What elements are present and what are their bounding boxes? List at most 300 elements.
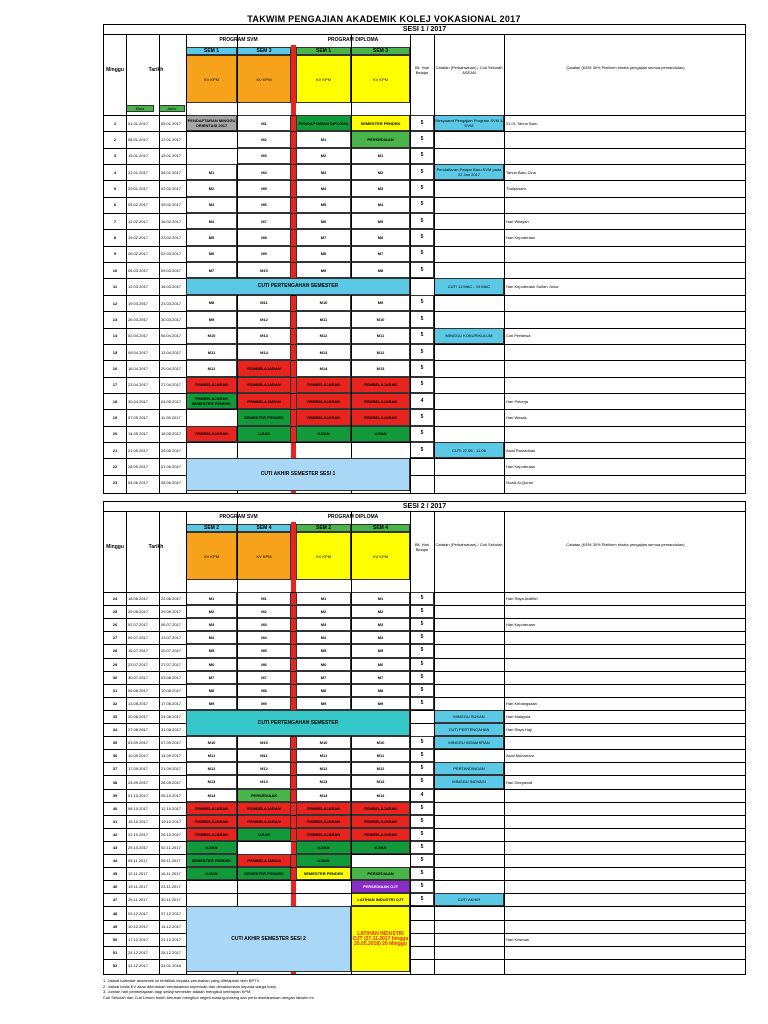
date-end: 26.10.2017: [161, 831, 182, 837]
date-end: 13.04.2017: [161, 349, 182, 355]
cuti-pertengahan-bar-2: CUTI PERTENGAHAN SEMESTER: [186, 710, 410, 736]
column-divider: [159, 35, 160, 493]
kursus-label-3: KV KPM: [351, 532, 410, 580]
week-number: 8: [113, 235, 117, 241]
date-start: 10.12.2017: [128, 923, 149, 929]
date-start: 14.05.2017: [128, 431, 149, 437]
catatan-note: Awal Muharram: [506, 753, 534, 759]
week-cell-svm-b: M11: [237, 749, 291, 762]
bil-hari-cell: 5: [410, 131, 434, 147]
week-cell-dip-a: M13: [296, 775, 351, 788]
week-cell-svm-a: M9: [186, 697, 237, 710]
week-cell-dip-a: M14: [296, 360, 351, 376]
date-end: 01.06.2017: [161, 463, 182, 469]
week-cell-svm-a: M11: [186, 344, 237, 360]
week-cell-dip-b: PEMBELAJARAN: [351, 409, 410, 425]
date-end: 23.03.2017: [161, 300, 182, 306]
week-cell-dip-b: M7: [351, 246, 410, 262]
week-cell-dip-b: PEMBELAJARAN: [351, 828, 410, 841]
kursus-label-3: KV KPM: [351, 55, 410, 103]
week-cell-dip-a: M7: [296, 229, 351, 245]
cuti-note-cell: Pendaftaran Pelajar Baru SVM pada 22 Jan 2017: [434, 164, 504, 180]
week-number: 37: [112, 766, 118, 772]
week-number: 32: [112, 700, 118, 706]
catatan-note: Hari Raya Aidilfitri: [506, 596, 538, 602]
date-end: 31.08.2017: [161, 727, 182, 733]
date-start: 13.08.2017: [128, 700, 149, 706]
date-end: 05.01.2017: [161, 120, 182, 126]
week-number: 7: [113, 218, 117, 224]
week-cell-svm-a: M4: [186, 213, 237, 229]
date-end: 29.06.2017: [161, 609, 182, 615]
date-start: 28.05.2017: [128, 463, 149, 469]
week-cell-dip-b: M3: [351, 180, 410, 196]
date-end: 22.06.2017: [161, 596, 182, 602]
week-number: 49: [112, 923, 118, 929]
date-end: 18.05.2017: [161, 431, 182, 437]
week-cell-svm-b: M9: [237, 246, 291, 262]
week-number: 28: [112, 648, 118, 654]
week-cell-dip-a: M4: [296, 180, 351, 196]
week-cell-dip-b: LATIHAN INDUSTRI OJT: [351, 893, 410, 906]
program-svm-header: PROGRAM SVM: [219, 514, 258, 520]
bil-hari-cell: 5: [410, 442, 434, 458]
bil-hari-cell: 5: [410, 328, 434, 344]
catatan-note: Awal Ramadhan: [506, 447, 536, 453]
week-cell-svm-a: PEMBELAJARAN: [186, 802, 237, 815]
week-cell-svm-a: M2: [186, 605, 237, 618]
date-start: 19.02.2017: [128, 235, 149, 241]
bil-hari-cell: 5: [410, 360, 434, 376]
week-cell-dip-b: M4: [351, 631, 410, 644]
cuti-note-cell: MINGGU KEMAHIRAN: [434, 736, 504, 749]
week-number: 46: [112, 884, 118, 890]
cuti-akhir-bar-2: CUTI AKHIR SEMESTER SESI 2: [186, 906, 351, 972]
week-cell-svm-b: M3: [237, 618, 291, 631]
week-cell-dip-a: M10: [296, 736, 351, 749]
week-number: 31: [112, 687, 118, 693]
date-end: 24.08.2017: [161, 713, 182, 719]
date-end: 02.02.2017: [161, 186, 182, 192]
cuti-umum-header: Catatan (Perkahwinan) / Cuti Sekolah ASEAN: [435, 65, 503, 75]
week-number: 4: [113, 169, 117, 175]
week-cell-dip-b: M6: [351, 658, 410, 671]
date-start: 17.12.2017: [128, 936, 149, 942]
bil-hari-cell: 5: [410, 213, 434, 229]
date-start: 30.04.2017: [128, 398, 149, 404]
week-number: 25: [112, 609, 118, 615]
week-cell-svm-b: M4: [237, 631, 291, 644]
date-end: 03.08.2017: [161, 674, 182, 680]
date-start: 06.08.2017: [128, 687, 149, 693]
kursus-label-1: KV KPM: [237, 55, 291, 103]
date-start: 29.01.2017: [128, 186, 149, 192]
week-cell-dip-b: M1: [351, 592, 410, 605]
catatan-note: 01.01 Tahun Baru: [506, 120, 538, 126]
cuti-note-cell: MINGGU INOVASI: [434, 775, 504, 788]
week-cell-dip-a: M5: [296, 644, 351, 657]
week-cell-svm-b: M7: [237, 671, 291, 684]
date-start: 15.01.2017: [128, 153, 149, 159]
kursus-label-1: KV KPM: [237, 532, 291, 580]
date-start: 31.12.2017: [128, 962, 149, 968]
week-cell-dip-a: M4: [296, 631, 351, 644]
date-end: 13.07.2017: [161, 635, 182, 641]
date-start: 05.11.2017: [128, 858, 148, 864]
week-cell-svm-b: PEMBELAJARAN: [237, 854, 291, 867]
week-number: 17: [112, 382, 118, 388]
week-cell-dip-b: M10: [351, 736, 410, 749]
bil-hari-cell: 5: [410, 828, 434, 841]
week-cell-dip-a: M10: [296, 295, 351, 311]
date-end: 27.04.2017: [161, 382, 182, 388]
date-end: 12.10.2017: [161, 805, 182, 811]
week-cell-dip-b: M5: [351, 644, 410, 657]
week-cell-dip-b: M10: [351, 311, 410, 327]
date-end: 19.10.2017: [161, 818, 182, 824]
date-start: 25.06.2017: [128, 609, 149, 615]
date-start: 12.11.2017: [128, 871, 148, 877]
date-start: 27.08.2017: [128, 727, 149, 733]
week-cell-svm-b: PEMBELAJARAN: [237, 393, 291, 409]
bil-hari-cell: 5: [410, 736, 434, 749]
date-end: 05.10.2017: [161, 792, 182, 798]
week-number: 29: [112, 661, 118, 667]
bil-hari-cell: 5: [410, 841, 434, 854]
cuti-note-cell: MINGGU SUKAN: [434, 710, 504, 723]
bil-hari-cell: 5: [410, 749, 434, 762]
bil-hari-header: Bil. Hari Belajar: [414, 542, 429, 552]
date-end: 07.09.2017: [161, 740, 182, 746]
sesi1-label: SESI 1 / 2017: [104, 25, 745, 35]
cuti-note-cell: PERTANDINGAN: [434, 762, 504, 775]
week-cell-dip-b: M4: [351, 197, 410, 213]
week-cell-dip-b: PERSEDIAAN OJT: [351, 880, 410, 893]
week-number: 45: [112, 871, 118, 877]
bil-hari-cell: 5: [410, 148, 434, 164]
date-start: 22.10.2017: [128, 831, 149, 837]
week-cell-dip-b: M7: [351, 671, 410, 684]
week-cell-dip-b: PEMBELAJARAN: [351, 377, 410, 393]
catatan-note: Tahun Baru Cina: [506, 169, 536, 175]
week-number: 12: [112, 300, 118, 306]
date-end: 21.09.2017: [161, 766, 182, 772]
week-number: 42: [112, 831, 118, 837]
week-cell-dip-b: M2: [351, 164, 410, 180]
bil-hari-cell: 5: [410, 658, 434, 671]
week-cell-svm-b: PERSEDIAAN: [237, 789, 291, 802]
date-end: 28.12.2017: [161, 949, 182, 955]
column-divider: [126, 512, 127, 974]
sem-header-2: SEM 2: [296, 524, 351, 532]
week-cell-dip-a: M1: [296, 592, 351, 605]
date-start: 17.09.2017: [128, 766, 149, 772]
week-number: 19: [112, 414, 118, 420]
week-number: 6: [113, 202, 117, 208]
catatan-note: Hari Keputeraan: [506, 463, 536, 469]
date-end: 02.11.2017: [161, 845, 181, 851]
bil-hari-cell: 5: [410, 377, 434, 393]
bil-hari-cell: 5: [410, 115, 434, 131]
week-cell-svm-a: M11: [186, 749, 237, 762]
bil-hari-cell: 5: [410, 426, 434, 442]
column-divider: [351, 512, 352, 974]
catatan-note: Hari Deepavali: [506, 779, 533, 785]
week-cell-dip-a: M11: [296, 749, 351, 762]
cuti-note-cell: Mesyuarat Pengajian Program SVM & DVM: [434, 115, 504, 131]
catatan-note: Thaipusam: [506, 186, 526, 192]
week-number: 35: [112, 740, 118, 746]
week-cell-svm-a: M5: [186, 229, 237, 245]
catatan-note: Hari Krismas: [506, 936, 529, 942]
week-cell-dip-a: UJIAN: [296, 854, 351, 867]
week-cell-dip-a: M2: [296, 148, 351, 164]
sem-header-1: SEM 3: [237, 47, 291, 55]
week-cell-svm-b: M4: [237, 164, 291, 180]
week-cell-dip-a: SEMESTER PENDEK: [296, 867, 351, 880]
week-number: 18: [112, 398, 118, 404]
minggu-header: Minggu: [106, 544, 124, 550]
cuti-note-cell: CUTI 27.05 - 11.06: [434, 442, 504, 458]
week-number: 11: [112, 284, 118, 290]
date-start: 21.05.2017: [128, 447, 149, 453]
date-end: 06.07.2017: [161, 622, 182, 628]
sesi1-table: [103, 24, 746, 494]
kursus-label-0: KV KPM: [186, 532, 237, 580]
week-cell-dip-b: PEMBELAJARAN: [351, 802, 410, 815]
date-start: 08.01.2017: [128, 137, 149, 143]
week-cell-svm-a: PEMBELAJARAN: [186, 815, 237, 828]
date-end: 27.07.2017: [161, 661, 182, 667]
sesi2-label: SESI 2 / 2017: [104, 502, 745, 512]
week-number: 5: [113, 186, 117, 192]
week-number: 30: [112, 674, 118, 680]
tarikh-header: Tarikh: [148, 544, 164, 550]
week-number: 36: [112, 753, 118, 759]
bil-hari-cell: 5: [410, 671, 434, 684]
date-start: 05.02.2017: [128, 202, 149, 208]
week-cell-svm-a: M1: [186, 164, 237, 180]
week-number: 48: [112, 910, 118, 916]
date-start: 23.07.2017: [128, 661, 149, 667]
week-cell-dip-a: M9: [296, 262, 351, 278]
date-end: 08.06.2017: [161, 480, 182, 486]
date-end: 11.05.2017: [161, 414, 181, 420]
catatan-note: Hari Raya Haji: [506, 727, 532, 733]
week-cell-dip-a: M3: [296, 618, 351, 631]
date-end: 10.08.2017: [161, 687, 182, 693]
cuti-note-cell: CUTI PERTENGAHAN: [434, 723, 504, 736]
week-cell-dip-b: M9: [351, 295, 410, 311]
date-end: 20.04.2017: [161, 365, 182, 371]
week-number: 20: [112, 431, 118, 437]
week-cell-dip-a: PEMBELAJARAN: [296, 815, 351, 828]
week-cell-svm-a: M7: [186, 262, 237, 278]
column-divider: [237, 512, 238, 974]
bil-hari-cell: 5: [410, 295, 434, 311]
bil-hari-cell: 5: [410, 697, 434, 710]
date-end: 23.11.2017: [161, 884, 181, 890]
date-start: 30.07.2017: [128, 674, 149, 680]
tarikh-header: Tarikh: [148, 67, 164, 73]
week-cell-svm-a: PEMBELAJARAN: [186, 426, 237, 442]
week-cell-svm-a: M5: [186, 644, 237, 657]
week-cell-dip-a: PEMBELAJARAN: [296, 377, 351, 393]
week-number: 33: [112, 713, 118, 719]
week-cell-dip-b: M6: [351, 229, 410, 245]
week-cell-svm-a: M7: [186, 671, 237, 684]
week-cell-svm-a: M8: [186, 295, 237, 311]
date-end: 06.04.2017: [161, 333, 182, 339]
week-cell-dip-a: M5: [296, 197, 351, 213]
sem-header-2: SEM 1: [296, 47, 351, 55]
week-cell-svm-b: M10: [237, 262, 291, 278]
column-divider: [126, 35, 127, 493]
bil-hari-cell: 5: [410, 854, 434, 867]
column-divider: [434, 35, 435, 493]
bil-hari-cell: 5: [410, 802, 434, 815]
bil-hari-cell: 5: [410, 893, 434, 906]
week-cell-svm-b: M6: [237, 197, 291, 213]
cuti-akhir-bar-1: CUTI AKHIR SEMESTER SESI 1: [186, 458, 410, 491]
week-cell-svm-b: M11: [237, 295, 291, 311]
week-cell-svm-a: UJIAN: [186, 867, 237, 880]
bil-hari-cell: 4: [410, 789, 434, 802]
week-cell-dip-b: M8: [351, 684, 410, 697]
week-cell-dip-a: PENDAFTARAN DIPLOMA: [296, 115, 351, 131]
bil-hari-cell: 5: [410, 262, 434, 278]
date-start: 19.11.2017: [128, 884, 148, 890]
footnote-line: 1. Jadual kalendar akademik ini tertakluk kepada perubahan yang ditetapkan oleh BPTV.: [103, 978, 261, 983]
date-end: 16.03.2017: [161, 284, 182, 290]
week-cell-svm-a: PEMBELAJARAN SEMESTER PENDEK: [186, 393, 237, 409]
week-cell-dip-b: SEMESTER PENDEK: [351, 115, 410, 131]
date-end: 12.01.2017: [161, 137, 182, 143]
week-cell-dip-a: M6: [296, 658, 351, 671]
kursus-label-2: KV KPM: [296, 55, 351, 103]
akhir-header: Akhir: [159, 105, 185, 112]
date-end: 14.09.2017: [161, 753, 182, 759]
week-cell-dip-a: M7: [296, 671, 351, 684]
bil-hari-cell: 5: [410, 180, 434, 196]
week-cell-dip-b: M13: [351, 775, 410, 788]
week-cell-dip-a: M8: [296, 246, 351, 262]
week-cell-svm-a: M6: [186, 658, 237, 671]
date-end: 09.03.2017: [161, 267, 182, 273]
date-end: 04.01.2018: [161, 962, 182, 968]
catatan-note: Hari Malaysia: [506, 713, 531, 719]
bil-hari-cell: 5: [410, 684, 434, 697]
program-diploma-header: PROGRAM DIPLOMA: [327, 514, 379, 520]
sesi2-table: [103, 501, 746, 975]
date-start: 01.10.2017: [128, 792, 149, 798]
week-number: 14: [112, 333, 118, 339]
week-cell-dip-b: M12: [351, 762, 410, 775]
week-cell-dip-a: M1: [296, 131, 351, 147]
date-end: 17.08.2017: [161, 700, 182, 706]
cuti-note-cell: CUTI AKHIR: [434, 893, 504, 906]
date-end: 28.09.2017: [161, 779, 182, 785]
bil-hari-cell: 5: [410, 246, 434, 262]
week-cell-dip-b: M11: [351, 328, 410, 344]
date-start: 29.10.2017: [128, 845, 149, 851]
week-number: 51: [112, 949, 118, 955]
date-start: 08.10.2017: [128, 805, 149, 811]
week-cell-svm-b: M13: [237, 775, 291, 788]
date-end: 21.12.2017: [161, 936, 182, 942]
date-end: 09.11.2017: [161, 858, 181, 864]
bil-hari-cell: 5: [410, 164, 434, 180]
week-number: 38: [112, 779, 118, 785]
column-divider: [504, 512, 505, 974]
minggu-header: Minggu: [106, 67, 124, 73]
bil-hari-cell: 5: [410, 880, 434, 893]
week-cell-svm-a: M12: [186, 762, 237, 775]
footnote-line: 2. Jadual kelas KV akan ditentukan berdasarkan keperluan dan dimaklumkan kepada warga kolej.: [103, 983, 277, 989]
bil-hari-cell: 5: [410, 344, 434, 360]
date-end: 26.01.2017: [161, 169, 182, 175]
week-cell-dip-b: M9: [351, 697, 410, 710]
date-start: 23.04.2017: [128, 382, 149, 388]
date-end: 14.12.2017: [161, 923, 182, 929]
week-cell-dip-a: M6: [296, 213, 351, 229]
week-number: 34: [112, 727, 118, 733]
week-cell-svm-b: SEMESTER PENDEK: [237, 409, 291, 425]
program-svm-header: PROGRAM SVM: [219, 37, 258, 43]
date-start: 03.12.2017: [128, 910, 149, 916]
week-number: 9: [113, 251, 117, 257]
column-divider: [186, 35, 187, 493]
week-cell-svm-b: M14: [237, 344, 291, 360]
week-cell-svm-b: M1: [237, 592, 291, 605]
week-number: 1: [113, 120, 117, 126]
date-end: 04.05.2017: [161, 398, 182, 404]
catatan-note: Hari Keputeraan: [506, 622, 536, 628]
date-start: 20.08.2017: [128, 713, 149, 719]
date-end: 30.11.2017: [161, 897, 181, 903]
week-cell-dip-a: M13: [296, 344, 351, 360]
bil-hari-cell: 5: [410, 631, 434, 644]
catatan-header: Catatan (KEM 30% Platform ekstra pengajian semua pemandulan): [566, 542, 685, 547]
catatan-note: Hari Kebangsaan: [506, 700, 537, 706]
week-cell-svm-b: M13: [237, 328, 291, 344]
date-start: 07.05.2017: [128, 414, 149, 420]
column-divider: [237, 35, 238, 493]
date-start: 26.03.2017: [128, 316, 149, 322]
week-number: 40: [112, 805, 118, 811]
week-cell-svm-b: M6: [237, 658, 291, 671]
sem-header-0: SEM 1: [186, 47, 237, 55]
date-end: 09.02.2017: [161, 202, 182, 208]
sem-header-0: SEM 2: [186, 524, 237, 532]
cuti-umum-header: Catatan (Perkahwinan) / Cuti Sekolah: [435, 542, 503, 547]
week-cell-dip-a: M2: [296, 605, 351, 618]
date-start: 12.03.2017: [128, 284, 149, 290]
week-cell-svm-a: M3: [186, 618, 237, 631]
column-divider: [434, 512, 435, 974]
date-start: 26.02.2017: [128, 251, 149, 257]
week-cell-dip-b: M5: [351, 213, 410, 229]
week-number: 21: [112, 447, 118, 453]
week-cell-svm-b: M2: [237, 131, 291, 147]
bil-hari-header: Bil. Hari Belajar: [414, 65, 429, 75]
mula-header: Mula: [126, 105, 154, 112]
bil-hari-cell: 5: [410, 197, 434, 213]
week-cell-svm-a: M13: [186, 775, 237, 788]
kursus-label-0: KV KPM: [186, 55, 237, 103]
cuti-note-cell: MINGGU KOKURIKULUM: [434, 328, 504, 344]
week-cell-svm-a: M8: [186, 684, 237, 697]
